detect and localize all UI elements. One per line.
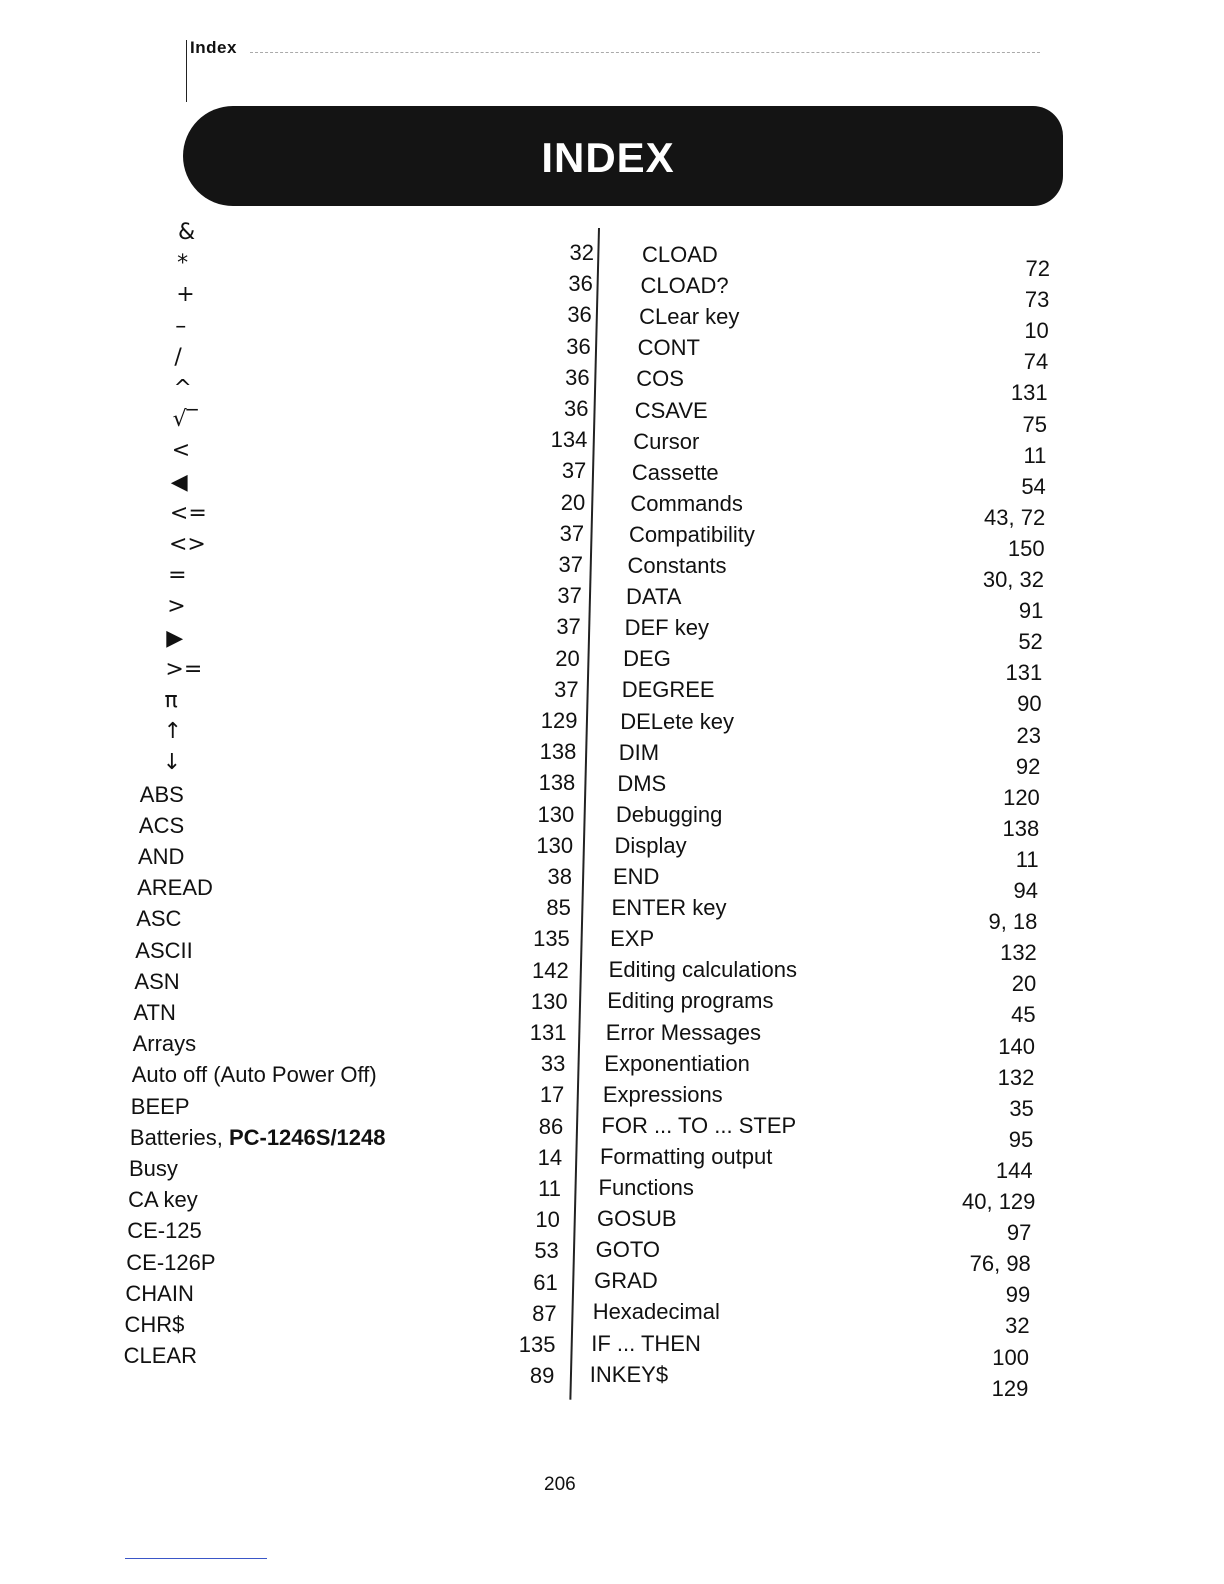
running-head: Index	[190, 38, 237, 57]
index-term: Cassette	[631, 459, 719, 485]
index-term: Formatting output	[599, 1143, 773, 1169]
index-term: /	[174, 344, 182, 370]
index-term: CLOAD	[642, 242, 718, 267]
footer-rule	[125, 1558, 267, 1559]
index-term: CA key	[128, 1187, 198, 1213]
index-term: DATA	[626, 584, 682, 610]
index-term: CHR$	[124, 1312, 185, 1337]
index-term: ACS	[138, 812, 185, 838]
index-page-ref: 43, 72	[984, 504, 1046, 530]
index-term: π	[164, 688, 178, 713]
index-page-ref: 120	[1003, 784, 1040, 810]
index-term: ▶	[166, 625, 184, 651]
index-term: *	[177, 251, 189, 277]
index-term: Cursor	[633, 428, 700, 454]
index-page-ref: 92	[1015, 753, 1041, 779]
index-page-ref: 14	[537, 1144, 563, 1170]
index-term: ↓	[162, 750, 182, 776]
index-term: ENTER key	[611, 895, 727, 921]
index-page-ref: 36	[568, 271, 593, 297]
index-page-ref: 135	[533, 926, 570, 952]
index-page-ref: 37	[557, 583, 582, 609]
index-page-ref: 36	[565, 364, 590, 390]
index-page-ref: 130	[536, 832, 574, 858]
index-term: EXP	[610, 926, 655, 952]
index-term: Commands	[630, 490, 743, 516]
title-banner	[183, 106, 1063, 206]
index-term: AND	[138, 844, 185, 869]
index-term: IF ... THEN	[591, 1330, 701, 1356]
index-term: Expressions	[602, 1081, 723, 1107]
index-page-ref: 23	[1016, 722, 1041, 748]
index-page-ref: 33	[540, 1051, 566, 1077]
index-term: Auto off (Auto Power Off)	[131, 1062, 377, 1088]
index-term: Editing programs	[607, 988, 774, 1014]
index-term: DELete key	[620, 708, 734, 734]
index-page-ref: 90	[1017, 691, 1042, 717]
index-page-ref: 100	[992, 1344, 1029, 1370]
index-page-ref: 37	[561, 458, 587, 484]
index-page-ref: 142	[531, 957, 569, 983]
index-page-ref: 20	[1011, 971, 1037, 997]
index-page-ref: 95	[1008, 1126, 1034, 1152]
index-term: &	[178, 220, 196, 245]
index-page-ref: 75	[1022, 411, 1047, 437]
index-term: ASCII	[135, 937, 193, 963]
index-term: INKEY$	[589, 1361, 669, 1387]
index-page-ref: 130	[537, 801, 575, 827]
index-page-ref: 10	[1024, 318, 1049, 344]
index-page-ref: 134	[550, 427, 588, 453]
index-term: END	[613, 864, 660, 889]
index-page-ref: 97	[1006, 1220, 1032, 1246]
index-page-ref: 131	[1005, 660, 1043, 686]
index-term: Compatibility	[628, 521, 755, 547]
index-term: FOR ... TO ... STEP	[601, 1112, 797, 1138]
index-term: CONT	[637, 335, 700, 361]
index-term: DEG	[623, 646, 671, 672]
index-term: Hexadecimal	[592, 1299, 720, 1325]
index-page-ref: 74	[1023, 349, 1049, 375]
index-page-ref: 130	[530, 988, 568, 1014]
index-page-ref: 32	[569, 240, 594, 265]
index-page-ref: 94	[1013, 878, 1038, 903]
index-page-ref: 129	[540, 708, 578, 733]
index-term: ASN	[134, 968, 180, 994]
index-page-ref: 37	[559, 520, 585, 546]
index-term: ◀	[170, 469, 188, 495]
index-page-ref: 10	[535, 1207, 560, 1233]
index-page-ref: 61	[533, 1269, 558, 1295]
index-page-ref: 35	[1009, 1095, 1034, 1121]
index-page-ref: 135	[518, 1332, 556, 1357]
index-page-ref: 99	[1005, 1282, 1031, 1308]
page-number: 206	[544, 1474, 576, 1495]
index-term: GRAD	[594, 1268, 658, 1294]
index-page-ref: 40, 129	[962, 1189, 1036, 1214]
index-term: COS	[636, 366, 684, 392]
index-page-ref: 36	[566, 333, 591, 359]
index-term: >	[167, 594, 186, 620]
index-term: CSAVE	[634, 397, 708, 423]
index-page-ref: 11	[538, 1176, 561, 1201]
index-page-ref: 36	[564, 396, 589, 421]
index-term: CLOAD?	[640, 273, 729, 299]
index-term: CHAIN	[125, 1280, 194, 1306]
index-page-ref: 91	[1018, 598, 1044, 624]
index-page-ref: 138	[539, 739, 577, 765]
index-term: Busy	[129, 1156, 178, 1181]
index-term-model: PC-1246S/1248	[228, 1124, 386, 1150]
index-term: GOTO	[595, 1237, 660, 1263]
index-term: ASC	[136, 906, 182, 932]
index-term: ABS	[139, 781, 184, 807]
index-page-ref: 30, 32	[982, 567, 1044, 592]
index-page-ref: 89	[529, 1363, 555, 1389]
index-page-ref: 37	[554, 676, 579, 702]
index-term: DEGREE	[621, 677, 715, 703]
index-page-ref: 144	[995, 1157, 1033, 1183]
index-page-ref: 138	[538, 770, 576, 796]
index-term: >=	[165, 656, 203, 682]
header-rule	[186, 40, 187, 102]
index-page-ref: 150	[1007, 535, 1045, 561]
index-term: CE-125	[127, 1218, 202, 1244]
index-page-ref: 20	[560, 489, 586, 515]
index-term: <	[171, 438, 191, 464]
index-page-ref: 131	[529, 1020, 567, 1045]
index-term: Arrays	[132, 1031, 197, 1057]
index-page-ref: 38	[547, 864, 572, 889]
index-term: GOSUB	[597, 1206, 677, 1232]
index-term: ^	[173, 376, 192, 401]
index-page-ref: 53	[534, 1238, 559, 1264]
index-term: Functions	[598, 1175, 694, 1200]
index-page-ref: 72	[1025, 256, 1050, 281]
index-term: +	[176, 282, 195, 308]
index-term: Editing calculations	[608, 957, 797, 983]
index-page-ref: 140	[998, 1033, 1035, 1059]
index-term: CE-126P	[126, 1249, 216, 1275]
index-page-ref: 11	[1023, 442, 1047, 468]
index-page-ref: 37	[558, 552, 583, 577]
index-page-ref: 132	[1000, 940, 1037, 966]
index-term: Debugging	[615, 801, 723, 827]
index-term: <=	[169, 500, 207, 526]
page-title: INDEX	[541, 134, 675, 181]
index-page-ref: 52	[1018, 629, 1043, 655]
index-term: =	[168, 563, 187, 589]
index-term: DMS	[617, 770, 667, 796]
index-term: Exponentiation	[604, 1050, 750, 1076]
header-dotted-rule	[250, 52, 1040, 54]
index-page-ref: 36	[567, 302, 592, 328]
index-term: CLear key	[639, 304, 740, 330]
index-page-ref: 45	[1011, 1002, 1036, 1028]
index-page-ref: 87	[532, 1300, 557, 1326]
index-term: DIM	[618, 739, 660, 765]
index-term: ATN	[133, 1000, 176, 1025]
index-term: –	[175, 313, 187, 339]
index-page-ref: 11	[1015, 846, 1039, 872]
index-page-ref: 54	[1021, 473, 1046, 499]
index-page-ref: 73	[1024, 287, 1050, 313]
index-page-ref: 129	[991, 1375, 1029, 1401]
index-term: DEF key	[624, 615, 709, 641]
index-page-ref: 9, 18	[988, 909, 1038, 935]
index-term: CLEAR	[123, 1343, 197, 1369]
index-term: Constants	[627, 553, 727, 578]
index-page-ref: 17	[539, 1082, 565, 1108]
index-term: Display	[614, 832, 687, 858]
index-page-ref: 37	[556, 614, 581, 640]
index-page-ref: 85	[546, 895, 571, 921]
index-page-ref: 131	[1010, 380, 1048, 406]
index-page-ref: 132	[997, 1064, 1035, 1090]
index-page-ref: 86	[538, 1113, 564, 1139]
index-page-ref: 138	[1002, 815, 1040, 841]
index-term: Error Messages	[605, 1019, 762, 1045]
index-term: <>	[169, 532, 206, 557]
index-term: √‾	[172, 407, 198, 433]
index-term: ↑	[163, 719, 183, 745]
index-term: BEEP	[130, 1093, 190, 1119]
index-term: AREAD	[137, 875, 213, 901]
index-page-ref: 32	[1005, 1313, 1030, 1339]
index-page-ref: 76, 98	[969, 1251, 1031, 1277]
index-page-ref: 20	[555, 645, 580, 671]
index-term: Batteries, PC-1246S/1248	[129, 1124, 386, 1150]
